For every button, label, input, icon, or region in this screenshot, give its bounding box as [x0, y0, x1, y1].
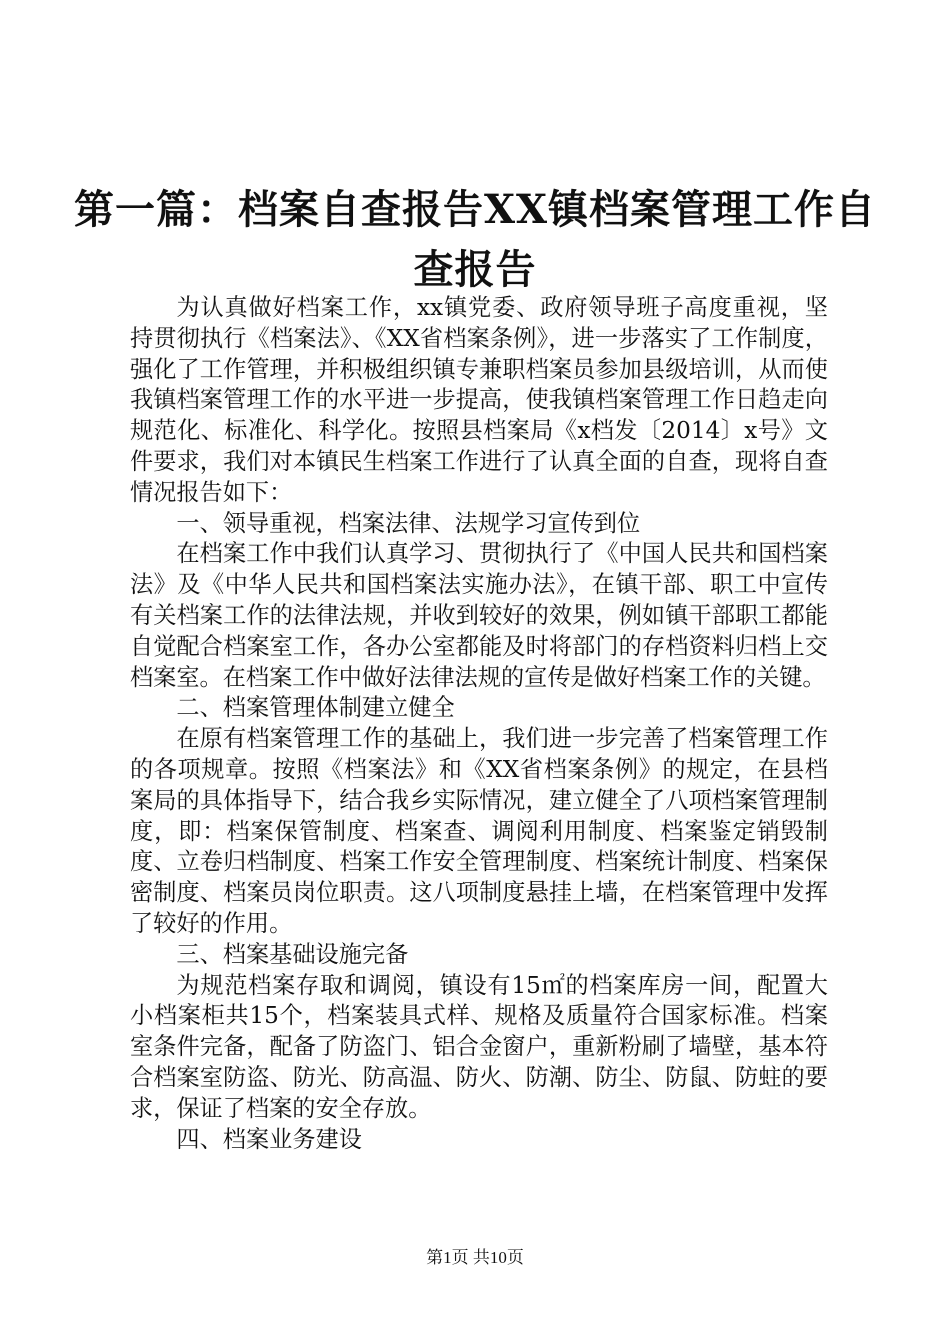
- document-body: [130, 293, 828, 1155]
- paragraph-section-2: 在原有档案管理工作的基础上，我们进一步完善了档案管理工作的各项规章。按照《档案法》和《XX省档案条例》的规定，在县档案局的具体指导下，结合我乡实际情况，建立健全了八项档案管理制度，即：档案保管制度、档案查、调阅利用制度、档案鉴定销毁制度、立卷归档制度、档案工作安全管理制度、档案统计制度、档案保密制度、档案员岗位职责。这八项制度悬挂上墙，在档案管理中发挥了较好的作用。: [130, 725, 828, 937]
- document-title-line-1: 第一篇：档案自查报告XX镇档案管理工作自: [73, 186, 877, 233]
- section-heading-4: 四、档案业务建设: [176, 1125, 362, 1153]
- paragraph-section-3: 为规范档案存取和调阅，镇设有15㎡的档案库房一间，配置大小档案柜共15个，档案装具式样、规格及质量符合国家标准。档案室条件完备，配备了防盗门、铝合金窗户，重新粉刷了墙壁，基本符合档案室防盗、防光、防高温、防火、防潮、防尘、防鼠、防蛀的要求，保证了档案的安全存放。: [130, 971, 828, 1122]
- section-heading-3: 三、档案基础设施完备: [176, 940, 409, 968]
- paragraph-section-1: 在档案工作中我们认真学习、贯彻执行了《中国人民共和国档案法》及《中华人民共和国档案法实施办法》，在镇干部、职工中宣传有关档案工作的法律法规，并收到较好的效果，例如镇干部职工都能自觉配合档案室工作，各办公室都能及时将部门的存档资料归档上交档案室。在档案工作中做好法律法规的宣传是做好档案工作的关键。: [130, 540, 828, 691]
- section-heading-2: 二、档案管理体制建立健全: [176, 694, 455, 722]
- document-title-line-2: 查报告: [413, 246, 537, 293]
- section-heading-1: 一、领导重视，档案法律、法规学习宣传到位: [176, 509, 641, 537]
- paragraph-intro: 为认真做好档案工作，xx镇党委、政府领导班子高度重视，坚持贯彻执行《档案法》、《XX省档案条例》，进一步落实了工作制度，强化了工作管理，并积极组织镇专兼职档案员参加县级培训，从而使我镇档案管理工作的水平进一步提高，使我镇档案管理工作日趋走向规范化、标准化、科学化。按照县档案局《x档发〔2014〕x号》文件要求，我们对本镇民生档案工作进行了认真全面的自查，现将自查情况报告如下：: [130, 294, 828, 506]
- page-footer: 第1页 共10页: [426, 1248, 524, 1267]
